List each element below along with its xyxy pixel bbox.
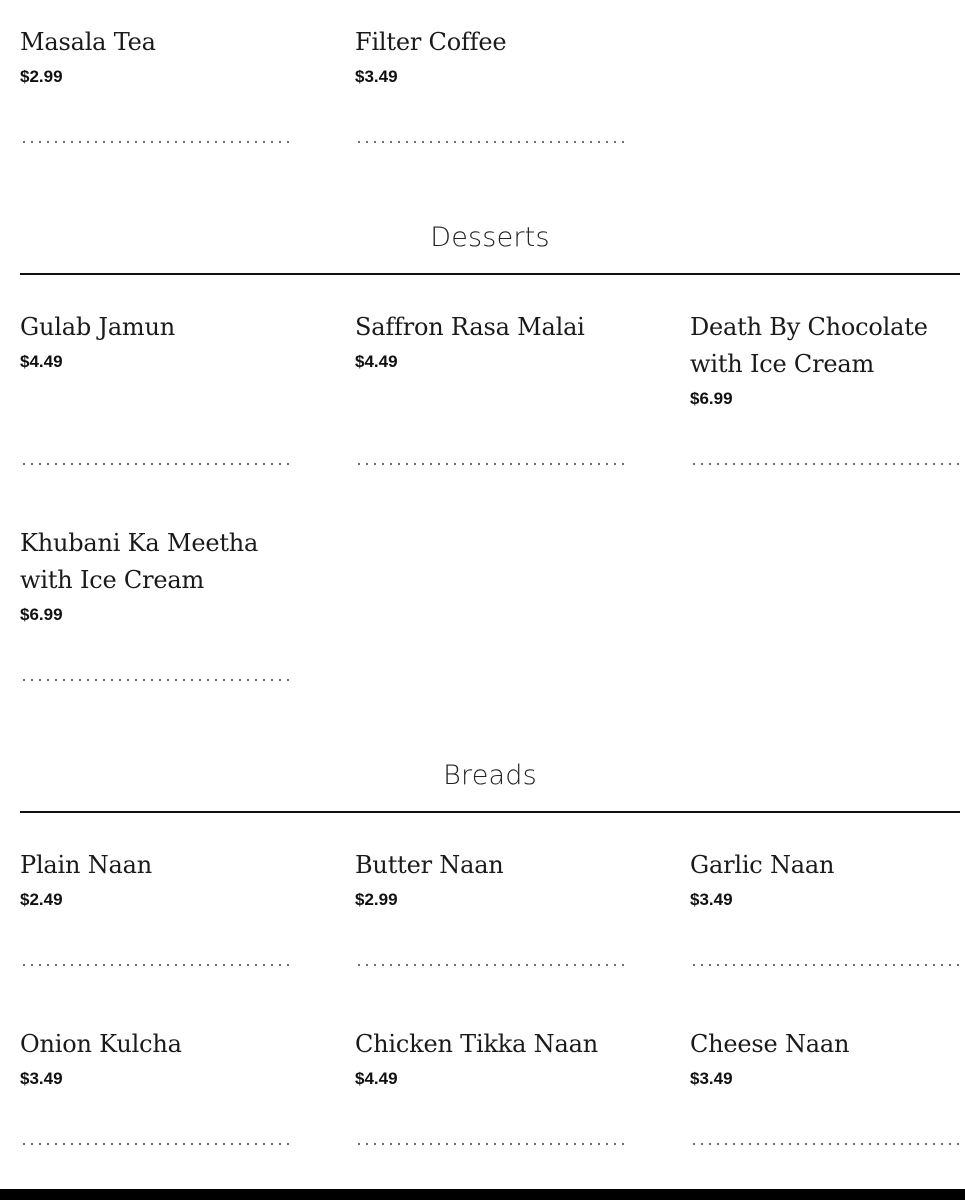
dotted-divider (20, 1143, 290, 1145)
menu-item (20, 0, 290, 87)
menu-item-name: Butter Naan (355, 851, 504, 879)
dotted-divider (690, 964, 960, 966)
menu-item (690, 285, 960, 409)
dotted-divider (20, 463, 290, 465)
menu-item-name: Gulab Jamun (20, 313, 176, 341)
menu-item-name: Plain Naan (20, 851, 152, 879)
menu-item-price: $3.49 (355, 67, 398, 86)
menu-item-price: $4.49 (355, 1069, 398, 1088)
menu-item (690, 823, 960, 910)
menu-item (20, 1002, 290, 1089)
menu-item (690, 1002, 960, 1089)
menu-item-name: Saffron Rasa Malai (355, 313, 585, 341)
dotted-divider (355, 463, 625, 465)
section-heading-desserts: Desserts (430, 222, 550, 253)
section-divider (20, 811, 960, 813)
dotted-divider (355, 141, 625, 143)
dotted-divider (20, 964, 290, 966)
menu-item-name: Filter Coffee (355, 28, 507, 56)
dotted-divider (690, 463, 960, 465)
menu-item (355, 823, 625, 910)
menu-item-price: $3.49 (20, 1069, 63, 1088)
section-heading-breads: Breads (443, 760, 537, 791)
dotted-divider (355, 964, 625, 966)
menu-item-price: $3.49 (690, 890, 733, 909)
footer-bar (0, 1189, 965, 1200)
menu-item-name: Masala Tea (20, 28, 156, 56)
menu-item-price: $2.99 (20, 67, 63, 86)
menu-item-name: Onion Kulcha (20, 1030, 182, 1058)
menu-item-price: $4.49 (355, 352, 398, 371)
menu-item (355, 285, 625, 372)
menu-item-name: Garlic Naan (690, 851, 835, 879)
dotted-divider (20, 679, 290, 681)
dotted-divider (20, 141, 290, 143)
section-divider (20, 273, 960, 275)
menu-item-price: $6.99 (690, 389, 733, 408)
menu-item-name: Chicken Tikka Naan (355, 1030, 598, 1058)
menu-item (20, 285, 290, 372)
menu-item (355, 1002, 625, 1089)
dotted-divider (690, 1143, 960, 1145)
menu-item (20, 501, 290, 625)
menu-item-price: $6.99 (20, 605, 63, 624)
menu-item-name: Cheese Naan (690, 1030, 850, 1058)
menu-item-price: $2.99 (355, 890, 398, 909)
dotted-divider (355, 1143, 625, 1145)
menu-item-price: $4.49 (20, 352, 63, 371)
menu-item-price: $3.49 (690, 1069, 733, 1088)
menu-item-price: $2.49 (20, 890, 63, 909)
menu-item-name: Death By Chocolate with Ice Cream (690, 313, 928, 378)
menu-item (20, 823, 290, 910)
menu-item (355, 0, 625, 87)
menu-item-name: Khubani Ka Meetha with Ice Cream (20, 529, 259, 594)
